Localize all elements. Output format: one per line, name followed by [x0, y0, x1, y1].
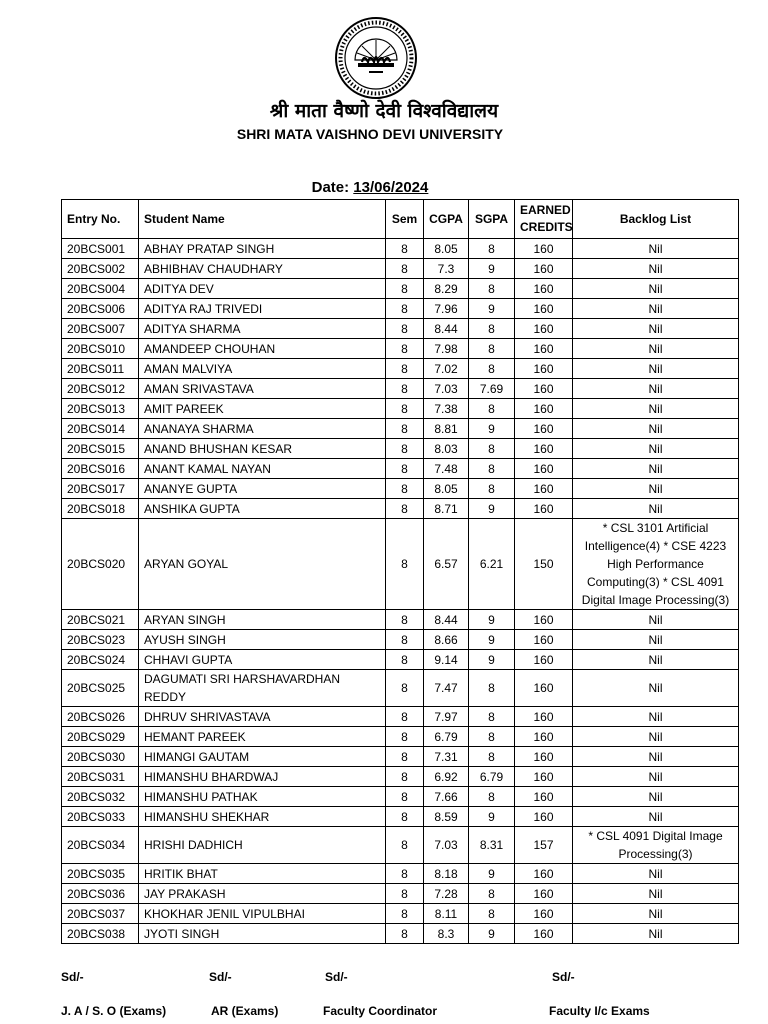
cell-cgpa: 7.3	[424, 259, 469, 279]
cell-sgpa: 9	[469, 299, 515, 319]
cell-earned-credits: 160	[515, 399, 573, 419]
cell-entry-no: 20BCS013	[62, 399, 139, 419]
cell-backlog-list: Nil	[573, 610, 739, 630]
cell-student-name: ARYAN SINGH	[139, 610, 386, 630]
cell-backlog-list: Nil	[573, 904, 739, 924]
cell-sgpa: 8	[469, 359, 515, 379]
cell-entry-no: 20BCS007	[62, 319, 139, 339]
cell-sem: 8	[386, 379, 424, 399]
signature-title-3: Faculty Coordinator	[323, 1004, 438, 1018]
cell-earned-credits: 160	[515, 379, 573, 399]
table-row	[62, 379, 739, 399]
table-row	[62, 459, 739, 479]
cell-cgpa: 8.18	[424, 864, 469, 884]
cell-earned-credits: 160	[515, 904, 573, 924]
cell-sem: 8	[386, 419, 424, 439]
cell-student-name: HEMANT PAREEK	[139, 727, 386, 747]
cell-entry-no: 20BCS021	[62, 610, 139, 630]
signature-title-2: AR (Exams)	[211, 1004, 279, 1018]
table-row	[62, 787, 739, 807]
cell-entry-no: 20BCS018	[62, 499, 139, 519]
cell-cgpa: 8.11	[424, 904, 469, 924]
cell-backlog-list: Nil	[573, 479, 739, 499]
cell-backlog-list: Nil	[573, 439, 739, 459]
cell-cgpa: 7.47	[424, 670, 469, 707]
cell-earned-credits: 157	[515, 827, 573, 864]
cell-cgpa: 7.96	[424, 299, 469, 319]
cell-cgpa: 7.38	[424, 399, 469, 419]
university-logo	[329, 16, 423, 100]
cell-earned-credits: 150	[515, 519, 573, 610]
cell-student-name: KHOKHAR JENIL VIPULBHAI	[139, 904, 386, 924]
cell-student-name: ANANYE GUPTA	[139, 479, 386, 499]
column-header-sem: Sem	[386, 200, 424, 239]
signature-title-1: J. A / S. O (Exams)	[61, 1004, 167, 1018]
cell-entry-no: 20BCS035	[62, 864, 139, 884]
cell-entry-no: 20BCS038	[62, 924, 139, 944]
cell-backlog-list: Nil	[573, 399, 739, 419]
cell-entry-no: 20BCS025	[62, 670, 139, 707]
table-row	[62, 339, 739, 359]
cell-sem: 8	[386, 904, 424, 924]
cell-entry-no: 20BCS024	[62, 650, 139, 670]
cell-student-name: AYUSH SINGH	[139, 630, 386, 650]
cell-student-name: ADITYA SHARMA	[139, 319, 386, 339]
cell-sgpa: 8	[469, 904, 515, 924]
university-name-hindi: श्री माता वैष्णो देवी विश्वविद्यालय	[269, 100, 499, 122]
cell-sem: 8	[386, 359, 424, 379]
table-row	[62, 707, 739, 727]
cell-student-name: AMAN MALVIYA	[139, 359, 386, 379]
cell-sgpa: 8	[469, 339, 515, 359]
cell-cgpa: 7.48	[424, 459, 469, 479]
cell-earned-credits: 160	[515, 787, 573, 807]
cell-sem: 8	[386, 239, 424, 259]
cell-sgpa: 8	[469, 399, 515, 419]
cell-cgpa: 9.14	[424, 650, 469, 670]
date-label: Date:	[311, 179, 350, 196]
cell-student-name: HRISHI DADHICH	[139, 827, 386, 864]
cell-cgpa: 8.71	[424, 499, 469, 519]
signature-sd-3: Sd/-	[325, 970, 348, 984]
cell-student-name: CHHAVI GUPTA	[139, 650, 386, 670]
column-header-cgpa: CGPA	[424, 200, 469, 239]
table-row	[62, 807, 739, 827]
cell-backlog-list: Nil	[573, 319, 739, 339]
table-row	[62, 359, 739, 379]
cell-earned-credits: 160	[515, 479, 573, 499]
cell-cgpa: 8.44	[424, 610, 469, 630]
signature-sd-2: Sd/-	[209, 970, 232, 984]
table-row	[62, 419, 739, 439]
table-row	[62, 279, 739, 299]
cell-sgpa: 8	[469, 787, 515, 807]
cell-sgpa: 8	[469, 439, 515, 459]
table-row	[62, 399, 739, 419]
table-row	[62, 767, 739, 787]
table-row	[62, 884, 739, 904]
cell-earned-credits: 160	[515, 727, 573, 747]
cell-earned-credits: 160	[515, 884, 573, 904]
cell-earned-credits: 160	[515, 459, 573, 479]
cell-cgpa: 7.97	[424, 707, 469, 727]
cell-sem: 8	[386, 259, 424, 279]
cell-cgpa: 7.03	[424, 379, 469, 399]
cell-earned-credits: 160	[515, 359, 573, 379]
cell-backlog-list: * CSL 4091 Digital Image Processing(3)	[573, 827, 739, 864]
cell-sem: 8	[386, 319, 424, 339]
cell-student-name: HIMANSHU PATHAK	[139, 787, 386, 807]
column-header-student-name: Student Name	[139, 200, 386, 239]
cell-entry-no: 20BCS032	[62, 787, 139, 807]
cell-sgpa: 8	[469, 707, 515, 727]
cell-backlog-list: Nil	[573, 339, 739, 359]
cell-backlog-list: Nil	[573, 727, 739, 747]
cell-earned-credits: 160	[515, 707, 573, 727]
cell-earned-credits: 160	[515, 650, 573, 670]
cell-sem: 8	[386, 707, 424, 727]
cell-student-name: ANANT KAMAL NAYAN	[139, 459, 386, 479]
cell-earned-credits: 160	[515, 924, 573, 944]
cell-backlog-list: Nil	[573, 767, 739, 787]
cell-entry-no: 20BCS037	[62, 904, 139, 924]
cell-cgpa: 6.92	[424, 767, 469, 787]
cell-entry-no: 20BCS001	[62, 239, 139, 259]
cell-entry-no: 20BCS031	[62, 767, 139, 787]
cell-sem: 8	[386, 747, 424, 767]
cell-sem: 8	[386, 827, 424, 864]
cell-backlog-list: Nil	[573, 379, 739, 399]
cell-sem: 8	[386, 299, 424, 319]
cell-sgpa: 9	[469, 630, 515, 650]
cell-cgpa: 8.44	[424, 319, 469, 339]
cell-cgpa: 6.79	[424, 727, 469, 747]
cell-entry-no: 20BCS006	[62, 299, 139, 319]
cell-sem: 8	[386, 279, 424, 299]
cell-student-name: HRITIK BHAT	[139, 864, 386, 884]
cell-student-name: ADITYA DEV	[139, 279, 386, 299]
cell-backlog-list: Nil	[573, 299, 739, 319]
cell-cgpa: 7.02	[424, 359, 469, 379]
cell-sem: 8	[386, 339, 424, 359]
cell-sgpa: 6.21	[469, 519, 515, 610]
cell-backlog-list: Nil	[573, 259, 739, 279]
cell-backlog-list: Nil	[573, 650, 739, 670]
cell-student-name: HIMANSHU BHARDWAJ	[139, 767, 386, 787]
cell-sem: 8	[386, 499, 424, 519]
cell-backlog-list: Nil	[573, 924, 739, 944]
cell-sem: 8	[386, 519, 424, 610]
table-row	[62, 827, 739, 864]
cell-entry-no: 20BCS036	[62, 884, 139, 904]
cell-backlog-list: Nil	[573, 807, 739, 827]
cell-student-name: ANSHIKA GUPTA	[139, 499, 386, 519]
cell-earned-credits: 160	[515, 630, 573, 650]
cell-earned-credits: 160	[515, 670, 573, 707]
cell-sgpa: 6.79	[469, 767, 515, 787]
cell-sgpa: 8	[469, 319, 515, 339]
cell-earned-credits: 160	[515, 864, 573, 884]
cell-student-name: JAY PRAKASH	[139, 884, 386, 904]
table-row	[62, 239, 739, 259]
cell-sgpa: 8	[469, 239, 515, 259]
cell-backlog-list: Nil	[573, 707, 739, 727]
cell-earned-credits: 160	[515, 610, 573, 630]
cell-sem: 8	[386, 650, 424, 670]
cell-cgpa: 7.03	[424, 827, 469, 864]
table-row	[62, 670, 739, 707]
cell-student-name: AMAN SRIVASTAVA	[139, 379, 386, 399]
cell-sem: 8	[386, 630, 424, 650]
cell-sem: 8	[386, 479, 424, 499]
cell-backlog-list: Nil	[573, 239, 739, 259]
cell-entry-no: 20BCS010	[62, 339, 139, 359]
table-row	[62, 650, 739, 670]
cell-backlog-list: Nil	[573, 884, 739, 904]
cell-sgpa: 8.31	[469, 827, 515, 864]
cell-backlog-list: Nil	[573, 864, 739, 884]
table-row	[62, 630, 739, 650]
cell-cgpa: 8.29	[424, 279, 469, 299]
cell-sgpa: 9	[469, 499, 515, 519]
cell-student-name: HIMANGI GAUTAM	[139, 747, 386, 767]
cell-cgpa: 8.3	[424, 924, 469, 944]
cell-backlog-list: * CSL 3101 Artificial Intelligence(4) * CSE 4223 High Performance Computing(3) * CSL 4091 Digital Image Processing(3)	[573, 519, 739, 610]
cell-cgpa: 8.81	[424, 419, 469, 439]
cell-sgpa: 8	[469, 670, 515, 707]
table-row	[62, 864, 739, 884]
cell-sgpa: 9	[469, 864, 515, 884]
date-value: 13/06/2024	[353, 179, 429, 196]
signature-title-4: Faculty I/c Exams	[549, 1004, 650, 1018]
cell-cgpa: 6.57	[424, 519, 469, 610]
cell-sgpa: 9	[469, 924, 515, 944]
cell-sgpa: 9	[469, 650, 515, 670]
signature-sd-4: Sd/-	[552, 970, 575, 984]
cell-sgpa: 9	[469, 610, 515, 630]
cell-sem: 8	[386, 610, 424, 630]
cell-earned-credits: 160	[515, 319, 573, 339]
cell-earned-credits: 160	[515, 259, 573, 279]
cell-cgpa: 7.31	[424, 747, 469, 767]
table-header	[62, 200, 739, 239]
cell-entry-no: 20BCS012	[62, 379, 139, 399]
column-header-backlog-list: Backlog List	[573, 200, 739, 239]
university-name: SHRI MATA VAISHNO DEVI UNIVERSITY	[236, 126, 504, 142]
cell-entry-no: 20BCS029	[62, 727, 139, 747]
cell-earned-credits: 160	[515, 767, 573, 787]
cell-sgpa: 8	[469, 459, 515, 479]
cell-entry-no: 20BCS002	[62, 259, 139, 279]
cell-backlog-list: Nil	[573, 499, 739, 519]
cell-cgpa: 8.66	[424, 630, 469, 650]
table-row	[62, 610, 739, 630]
table-body	[62, 239, 739, 944]
cell-earned-credits: 160	[515, 439, 573, 459]
cell-sgpa: 7.69	[469, 379, 515, 399]
results-table	[61, 199, 739, 944]
cell-sem: 8	[386, 767, 424, 787]
cell-entry-no: 20BCS015	[62, 439, 139, 459]
cell-entry-no: 20BCS016	[62, 459, 139, 479]
table-row	[62, 924, 739, 944]
cell-sem: 8	[386, 807, 424, 827]
cell-sem: 8	[386, 459, 424, 479]
date-line	[0, 179, 740, 196]
cell-earned-credits: 160	[515, 419, 573, 439]
column-header-earned-credits: EARNED CREDITS	[515, 200, 573, 239]
cell-entry-no: 20BCS014	[62, 419, 139, 439]
cell-sem: 8	[386, 924, 424, 944]
cell-student-name: ABHAY PRATAP SINGH	[139, 239, 386, 259]
cell-sgpa: 8	[469, 884, 515, 904]
cell-student-name: ADITYA RAJ TRIVEDI	[139, 299, 386, 319]
cell-earned-credits: 160	[515, 807, 573, 827]
cell-student-name: ABHIBHAV CHAUDHARY	[139, 259, 386, 279]
cell-entry-no: 20BCS033	[62, 807, 139, 827]
cell-student-name: DHRUV SHRIVASTAVA	[139, 707, 386, 727]
cell-sem: 8	[386, 884, 424, 904]
table-row	[62, 259, 739, 279]
cell-backlog-list: Nil	[573, 670, 739, 707]
cell-student-name: ANANAYA SHARMA	[139, 419, 386, 439]
cell-cgpa: 8.59	[424, 807, 469, 827]
column-header-sgpa: SGPA	[469, 200, 515, 239]
cell-earned-credits: 160	[515, 239, 573, 259]
cell-earned-credits: 160	[515, 279, 573, 299]
cell-sgpa: 8	[469, 279, 515, 299]
table-row	[62, 479, 739, 499]
column-header-entry-no: Entry No.	[62, 200, 139, 239]
cell-student-name: ANAND BHUSHAN KESAR	[139, 439, 386, 459]
cell-sem: 8	[386, 727, 424, 747]
table-row	[62, 747, 739, 767]
cell-backlog-list: Nil	[573, 747, 739, 767]
table-row	[62, 319, 739, 339]
cell-student-name: DAGUMATI SRI HARSHAVARDHAN REDDY	[139, 670, 386, 707]
cell-sgpa: 8	[469, 727, 515, 747]
cell-entry-no: 20BCS023	[62, 630, 139, 650]
cell-cgpa: 8.05	[424, 239, 469, 259]
cell-sem: 8	[386, 439, 424, 459]
cell-sgpa: 9	[469, 807, 515, 827]
header-row	[62, 200, 739, 239]
cell-backlog-list: Nil	[573, 279, 739, 299]
cell-backlog-list: Nil	[573, 630, 739, 650]
table-row	[62, 519, 739, 610]
cell-sgpa: 8	[469, 479, 515, 499]
cell-entry-no: 20BCS020	[62, 519, 139, 610]
cell-cgpa: 7.98	[424, 339, 469, 359]
cell-cgpa: 7.28	[424, 884, 469, 904]
signature-sd-1: Sd/-	[61, 970, 84, 984]
cell-sgpa: 9	[469, 259, 515, 279]
table-row	[62, 499, 739, 519]
cell-entry-no: 20BCS004	[62, 279, 139, 299]
cell-earned-credits: 160	[515, 339, 573, 359]
table-row	[62, 904, 739, 924]
cell-entry-no: 20BCS017	[62, 479, 139, 499]
cell-entry-no: 20BCS026	[62, 707, 139, 727]
cell-student-name: ARYAN GOYAL	[139, 519, 386, 610]
table-row	[62, 299, 739, 319]
cell-cgpa: 8.03	[424, 439, 469, 459]
cell-student-name: HIMANSHU SHEKHAR	[139, 807, 386, 827]
table-row	[62, 439, 739, 459]
cell-backlog-list: Nil	[573, 787, 739, 807]
cell-sem: 8	[386, 864, 424, 884]
cell-backlog-list: Nil	[573, 359, 739, 379]
cell-earned-credits: 160	[515, 499, 573, 519]
cell-sem: 8	[386, 670, 424, 707]
cell-cgpa: 8.05	[424, 479, 469, 499]
cell-student-name: JYOTI SINGH	[139, 924, 386, 944]
cell-backlog-list: Nil	[573, 459, 739, 479]
table-row	[62, 727, 739, 747]
cell-sem: 8	[386, 787, 424, 807]
cell-entry-no: 20BCS030	[62, 747, 139, 767]
cell-entry-no: 20BCS011	[62, 359, 139, 379]
cell-student-name: AMANDEEP CHOUHAN	[139, 339, 386, 359]
cell-student-name: AMIT PAREEK	[139, 399, 386, 419]
cell-sgpa: 8	[469, 747, 515, 767]
cell-sem: 8	[386, 399, 424, 419]
cell-cgpa: 7.66	[424, 787, 469, 807]
cell-entry-no: 20BCS034	[62, 827, 139, 864]
cell-earned-credits: 160	[515, 299, 573, 319]
cell-backlog-list: Nil	[573, 419, 739, 439]
cell-sgpa: 9	[469, 419, 515, 439]
cell-earned-credits: 160	[515, 747, 573, 767]
